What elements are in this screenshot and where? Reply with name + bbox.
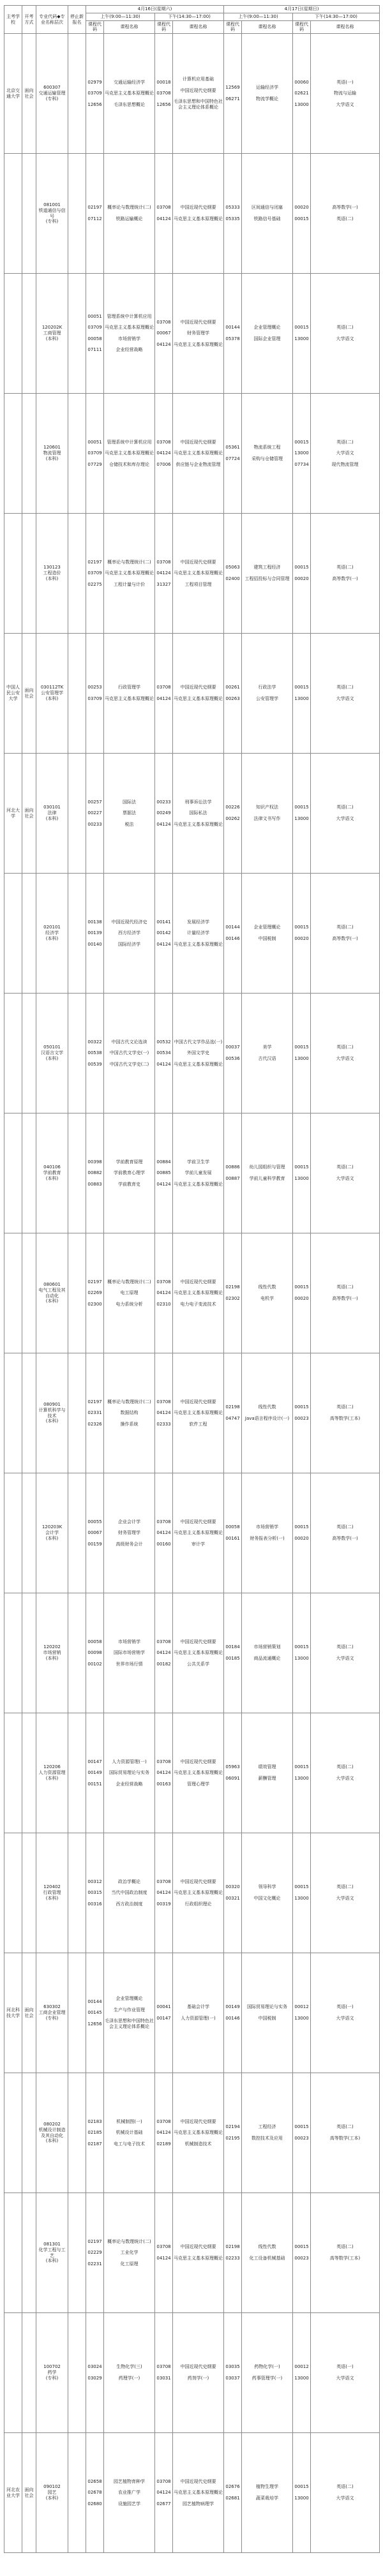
cell-am1n: 人力资源管理(一) 国际贸易理论与实务 企业经营战略 bbox=[104, 1713, 155, 1833]
cell-am1n: 市场营销学 国际市场营销学 世界市场行情 bbox=[104, 1593, 155, 1713]
cell-enroll bbox=[68, 1473, 86, 1593]
exam-schedule-table bbox=[4, 5, 380, 2553]
cell-school bbox=[4, 874, 22, 994]
cell-school bbox=[4, 1593, 22, 1713]
table-row bbox=[4, 514, 380, 634]
cell-major: 100702 药学 (专科) bbox=[36, 2313, 68, 2433]
cell-mode: 面向社会 bbox=[22, 634, 36, 754]
cell-major: 020101 经济学 (本科) bbox=[36, 874, 68, 994]
header-school: 主考学校 bbox=[4, 6, 22, 34]
cell-enroll bbox=[68, 2313, 86, 2433]
cell-am1n: 概率论与数理统计(二) 铁路运输概论 bbox=[104, 154, 155, 274]
cell-pm1n: 中国近现代史纲要 马克思主义基本原理概论 软件工程 bbox=[173, 1353, 224, 1473]
cell-pm2n: 英语(二) 高等数学(一) bbox=[311, 1233, 380, 1353]
cell-am2c: 02198 02233 bbox=[224, 2193, 242, 2313]
cell-am2n: 美学 古代汉语 bbox=[242, 994, 293, 1113]
header-name: 课程名称 bbox=[104, 20, 155, 34]
table-row bbox=[4, 394, 380, 514]
cell-pm2c: 00020 00015 bbox=[293, 154, 311, 274]
table-row bbox=[4, 34, 380, 154]
cell-pm1n: 计算机应用基础 中国近现代史纲要 毛泽东思想和中国特色社会主义理论体系概论 bbox=[173, 34, 224, 154]
cell-mode bbox=[22, 1713, 36, 1833]
cell-school: 河北农业大学 bbox=[4, 2433, 22, 2553]
cell-mode bbox=[22, 1593, 36, 1713]
cell-pm1c: 00041 00147 bbox=[155, 1953, 173, 2073]
header-mode: 开考方式 bbox=[22, 6, 36, 34]
header-code: 课程代码 bbox=[86, 20, 104, 34]
header-day1: 4月16日(星期六) bbox=[86, 6, 224, 13]
cell-mode bbox=[22, 514, 36, 634]
cell-am2c: 02198 02302 bbox=[224, 1233, 242, 1353]
cell-pm2c: 00015 13000 bbox=[293, 994, 311, 1113]
cell-enroll bbox=[68, 1833, 86, 1953]
cell-enroll bbox=[68, 2433, 86, 2553]
header-code: 课程代码 bbox=[293, 20, 311, 34]
table-row bbox=[4, 1833, 380, 1953]
cell-school bbox=[4, 1473, 22, 1593]
cell-am2n: 线性代数 Java语言程序设计(一) bbox=[242, 1353, 293, 1473]
cell-am1n: 中国古代文论选读 中国古代文学史(一) 中国古代文学史(二) bbox=[104, 994, 155, 1113]
cell-school: 中国人民公安大学 bbox=[4, 634, 22, 754]
cell-am1n: 企业管理概论 生产与作业管理 毛泽东思想和中国特色社会主义理论体系概论 bbox=[104, 1953, 155, 2073]
cell-enroll bbox=[68, 394, 86, 514]
cell-am1c: 02197 02269 02300 bbox=[86, 1233, 104, 1353]
cell-pm2n: 英语(二) 高等数学(工本) bbox=[311, 2193, 380, 2313]
cell-pm2c: 00015 00020 bbox=[293, 514, 311, 634]
cell-am1c: 00322 00538 00539 bbox=[86, 994, 104, 1113]
cell-enroll bbox=[68, 1233, 86, 1353]
cell-pm1n: 中国近现代史纲要 马克思主义基本原理概论 供应链与企业物流管理 bbox=[173, 394, 224, 514]
cell-am2c: 00058 00161 bbox=[224, 1473, 242, 1593]
cell-am2c: 00226 00262 bbox=[224, 754, 242, 874]
cell-am1c: 00055 00067 00159 bbox=[86, 1473, 104, 1593]
cell-pm1n: 中国近现代史纲要 马克思主义基本原理概论 管理心理学 bbox=[173, 1713, 224, 1833]
cell-enroll bbox=[68, 634, 86, 754]
cell-am1c: 03024 03029 bbox=[86, 2313, 104, 2433]
cell-school: 河北科技大学 bbox=[4, 1953, 22, 2073]
cell-pm2c: 00015 00023 bbox=[293, 2193, 311, 2313]
cell-am1c: 02197 02229 02231 bbox=[86, 2193, 104, 2313]
cell-am1n: 概率论与数理统计(二) 电工原理 电力系统分析 bbox=[104, 1233, 155, 1353]
cell-major: 120202 市场营销 (本科) bbox=[36, 1593, 68, 1713]
cell-mode bbox=[22, 1113, 36, 1233]
cell-pm1n: 中国近现代史纲要 财务管理学 马克思主义基本原理概论 bbox=[173, 274, 224, 394]
cell-pm2c: 00015 00020 bbox=[293, 874, 311, 994]
cell-pm2c: 00015 13000 bbox=[293, 1713, 311, 1833]
cell-major: 050101 汉语言文学 (本科) bbox=[36, 994, 68, 1113]
cell-school bbox=[4, 2073, 22, 2193]
table-row bbox=[4, 634, 380, 754]
cell-pm2c: 00015 13000 bbox=[293, 634, 311, 754]
table-row bbox=[4, 1473, 380, 1593]
cell-pm1c: 00141 00142 04124 bbox=[155, 874, 173, 994]
cell-am1c: 00257 00227 00233 bbox=[86, 754, 104, 874]
cell-major: 130123 工程造价 (本科) bbox=[36, 514, 68, 634]
table-row bbox=[4, 874, 380, 994]
cell-mode bbox=[22, 2193, 36, 2313]
table-row bbox=[4, 1713, 380, 1833]
cell-major: 090102 园艺 (本科) bbox=[36, 2433, 68, 2553]
header-enroll: 停止新报名 bbox=[68, 6, 86, 34]
cell-pm2n: 英语(二) 大学语文 bbox=[311, 1113, 380, 1233]
cell-am1n: 中国近现代经济史 西方经济学 国际经济学 bbox=[104, 874, 155, 994]
cell-mode: 面向社会 bbox=[22, 754, 36, 874]
cell-pm2c: 00015 13000 bbox=[293, 1113, 311, 1233]
cell-pm1c: 00884 00885 04124 bbox=[155, 1113, 173, 1233]
header-name: 课程名称 bbox=[173, 20, 224, 34]
cell-school bbox=[4, 994, 22, 1113]
cell-am1n: 概率论与数理统计(二) 数据结构 操作系统 bbox=[104, 1353, 155, 1473]
cell-am1c: 00312 00315 00316 bbox=[86, 1833, 104, 1953]
cell-pm2c: 00015 13000 07734 bbox=[293, 394, 311, 514]
cell-am1n: 管理系统中计算机应用 马克思主义基本原理概论 仓储技术和库存理论 bbox=[104, 394, 155, 514]
cell-pm2n: 英语(一) 大学语文 bbox=[311, 1953, 380, 2073]
cell-enroll bbox=[68, 274, 86, 394]
cell-pm2c: 00015 00020 bbox=[293, 1233, 311, 1353]
cell-am1n: 概率论与数理统计(二) 工业化学 化工原理 bbox=[104, 2193, 155, 2313]
cell-am2c: 00261 00263 bbox=[224, 634, 242, 754]
cell-am2c: 00886 00887 bbox=[224, 1113, 242, 1233]
cell-enroll bbox=[68, 34, 86, 154]
cell-pm2c: 00015 13000 bbox=[293, 754, 311, 874]
cell-am1n: 行政管理学 马克思主义基本原理概论 bbox=[104, 634, 155, 754]
cell-am2n: 幼儿园组织与管理 学前儿童科学教育 bbox=[242, 1113, 293, 1233]
cell-am2c: 00144 00146 bbox=[224, 874, 242, 994]
cell-mode bbox=[22, 394, 36, 514]
cell-pm1c: 03708 04124 00182 bbox=[155, 1593, 173, 1713]
cell-enroll bbox=[68, 994, 86, 1113]
cell-am2c: 02194 02195 bbox=[224, 2073, 242, 2193]
cell-enroll bbox=[68, 1713, 86, 1833]
cell-pm1n: 中国近现代史纲要 马克思主义基本原理概论 公共关系学 bbox=[173, 1593, 224, 1713]
cell-enroll bbox=[68, 754, 86, 874]
cell-enroll bbox=[68, 1953, 86, 2073]
cell-mode: 面向社会 bbox=[22, 34, 36, 154]
cell-major: 080202 机械设计制造及其自动化 (本科) bbox=[36, 2073, 68, 2193]
cell-pm2n: 英语(一) 物流与运输 大学语文 bbox=[311, 34, 380, 154]
cell-pm2c: 00015 13000 bbox=[293, 274, 311, 394]
cell-am2c: 03035 03037 bbox=[224, 2313, 242, 2433]
cell-school bbox=[4, 274, 22, 394]
cell-pm1n: 中国近现代史纲要 药剂学(一) bbox=[173, 2313, 224, 2433]
cell-major: 030112TK 公安管理学 (本科) bbox=[36, 634, 68, 754]
table-row bbox=[4, 754, 380, 874]
cell-pm1c: 03708 04124 02310 bbox=[155, 1233, 173, 1353]
cell-school bbox=[4, 1833, 22, 1953]
cell-pm2c: 00015 00023 bbox=[293, 2073, 311, 2193]
cell-am2n: 绩效管理 薪酬管理 bbox=[242, 1713, 293, 1833]
cell-pm2n: 英语(二) 高等数学(一) bbox=[311, 514, 380, 634]
cell-am2n: 知识产权法 法律文书写作 bbox=[242, 754, 293, 874]
cell-am2n: 植物生理学 蔬菜栽培学 bbox=[242, 2433, 293, 2553]
cell-pm2n: 英语(二) 大学语文 bbox=[311, 1593, 380, 1713]
cell-am2n: 领导科学 中国文化概论 bbox=[242, 1833, 293, 1953]
header-slot-pm1: 下午(14:30—17:00) bbox=[155, 13, 224, 20]
cell-pm1n: 刑事诉讼法学 国际私法 马克思主义基本原理概论 bbox=[173, 754, 224, 874]
cell-school bbox=[4, 514, 22, 634]
cell-enroll bbox=[68, 1113, 86, 1233]
cell-pm1c: 03708 04124 00163 bbox=[155, 1713, 173, 1833]
cell-school bbox=[4, 2313, 22, 2433]
cell-mode bbox=[22, 1353, 36, 1473]
header-name: 课程名称 bbox=[311, 20, 380, 34]
cell-pm2n: 英语(二) 大学语文 bbox=[311, 1713, 380, 1833]
cell-major: 030101 法律 (本科) bbox=[36, 754, 68, 874]
cell-school: 河北大学 bbox=[4, 754, 22, 874]
cell-pm1c: 03708 04124 00160 bbox=[155, 1473, 173, 1593]
cell-enroll bbox=[68, 154, 86, 274]
table-row bbox=[4, 274, 380, 394]
cell-mode bbox=[22, 994, 36, 1113]
cell-pm1n: 中国近现代史纲要 马克思主义基本原理概论 电力电子变流技术 bbox=[173, 1233, 224, 1353]
cell-pm1c: 03708 04124 bbox=[155, 634, 173, 754]
cell-am2c: 05063 02400 bbox=[224, 514, 242, 634]
cell-mode bbox=[22, 154, 36, 274]
table-row bbox=[4, 1953, 380, 2073]
cell-pm1n: 中国近现代史纲要 马克思主义基本原理概论 审计学 bbox=[173, 1473, 224, 1593]
cell-major: 080901 计算机科学与技术 (本科) bbox=[36, 1353, 68, 1473]
cell-pm1c: 03708 04124 02677 bbox=[155, 2433, 173, 2553]
cell-am1c: 02979 03709 12656 bbox=[86, 34, 104, 154]
cell-am1c: 00138 00139 00140 bbox=[86, 874, 104, 994]
header-slot-am2: 上午(9:00—11:30) bbox=[224, 13, 293, 20]
cell-major: 120206 人力资源管理 (本科) bbox=[36, 1713, 68, 1833]
cell-major: 120202K 工商管理 (本科) bbox=[36, 274, 68, 394]
cell-major: 120601 物流管理 (本科) bbox=[36, 394, 68, 514]
cell-am1c: 00051 03709 07729 bbox=[86, 394, 104, 514]
cell-pm1n: 中国古代文学作品选(一) 外国文学史 马克思主义基本原理概论 bbox=[173, 994, 224, 1113]
cell-pm2n: 英语(二) 大学语文 bbox=[311, 274, 380, 394]
cell-enroll bbox=[68, 514, 86, 634]
cell-pm1c: 03708 03031 bbox=[155, 2313, 173, 2433]
cell-am2c: 00320 00321 bbox=[224, 1833, 242, 1953]
cell-pm2c: 00012 13000 bbox=[293, 1953, 311, 2073]
cell-am1c: 00398 00882 00883 bbox=[86, 1113, 104, 1233]
cell-mode bbox=[22, 1233, 36, 1353]
cell-enroll bbox=[68, 2193, 86, 2313]
header-slot-am1: 上午(9:00—11:30) bbox=[86, 13, 155, 20]
cell-am2n: 工程经济 数控技术及应用 bbox=[242, 2073, 293, 2193]
cell-am1n: 国际法 票据法 税法 bbox=[104, 754, 155, 874]
cell-pm1c: 03708 04124 00319 bbox=[155, 1833, 173, 1953]
cell-am2n: 运输经济学 物流学概论 bbox=[242, 34, 293, 154]
cell-am2c: 05963 06091 bbox=[224, 1713, 242, 1833]
cell-am1n: 政治学概论 当代中国政治制度 西方政治制度 bbox=[104, 1833, 155, 1953]
cell-school bbox=[4, 154, 22, 274]
cell-pm2c: 00015 00020 bbox=[293, 1473, 311, 1593]
cell-pm1c: 00018 03708 12656 bbox=[155, 34, 173, 154]
cell-pm1c: 03708 04124 02189 bbox=[155, 2073, 173, 2193]
cell-am2n: 线性代数 电机学 bbox=[242, 1233, 293, 1353]
table-row bbox=[4, 1233, 380, 1353]
cell-pm1c: 00233 00249 04124 bbox=[155, 754, 173, 874]
cell-am1c: 02197 03709 02275 bbox=[86, 514, 104, 634]
cell-pm1n: 基础会计学 人力资源管理(一) bbox=[173, 1953, 224, 2073]
cell-pm2c: 00015 13000 bbox=[293, 1833, 311, 1953]
cell-pm2n: 英语(二) 大学语文 bbox=[311, 2433, 380, 2553]
cell-mode bbox=[22, 1833, 36, 1953]
cell-pm2n: 英语(二) 高等数学(工本) bbox=[311, 1353, 380, 1473]
cell-pm2n: 英语(二) 大学语文 bbox=[311, 754, 380, 874]
cell-am1c: 00147 00149 00151 bbox=[86, 1713, 104, 1833]
cell-major: 630302 工商企业管理 (专科) bbox=[36, 1953, 68, 2073]
cell-pm2n: 英语(二) 高等数学(一) bbox=[311, 874, 380, 994]
cell-am1c: 00058 00098 00102 bbox=[86, 1593, 104, 1713]
cell-am2c: 00144 05378 bbox=[224, 274, 242, 394]
cell-pm2n: 英语(二) 高等数学(工本) bbox=[311, 2073, 380, 2193]
cell-enroll bbox=[68, 874, 86, 994]
cell-school bbox=[4, 1353, 22, 1473]
cell-am1n: 学前教育原理 学前教育心理学 学前教育史 bbox=[104, 1113, 155, 1233]
header-code: 课程代码 bbox=[224, 20, 242, 34]
cell-am1n: 生物化学(三) 药理学(一) bbox=[104, 2313, 155, 2433]
cell-am1c: 00253 03709 bbox=[86, 634, 104, 754]
cell-am2c: 00037 00536 bbox=[224, 994, 242, 1113]
cell-major: 081001 铁道通信与信号 (专科) bbox=[36, 154, 68, 274]
cell-am2n: 市场营销策划 商品流通概论 bbox=[242, 1593, 293, 1713]
cell-am1n: 概率论与数理统计(二) 马克思主义基本原理概论 工程计量与计价 bbox=[104, 514, 155, 634]
cell-major: 120402 行政管理 (本科) bbox=[36, 1833, 68, 1953]
cell-pm2n: 高等数学(一) 英语(二) bbox=[311, 154, 380, 274]
cell-major: 120203K 会计学 (本科) bbox=[36, 1473, 68, 1593]
table-row bbox=[4, 2073, 380, 2193]
cell-mode: 面向社会 bbox=[22, 1953, 36, 2073]
cell-major: 081301 化学工程与工艺 (本科) bbox=[36, 2193, 68, 2313]
table-row bbox=[4, 2193, 380, 2313]
cell-pm2c: 00015 00023 bbox=[293, 1353, 311, 1473]
cell-pm1n: 学前卫生学 学前儿童发展 马克思主义基本原理概论 bbox=[173, 1113, 224, 1233]
cell-mode bbox=[22, 1473, 36, 1593]
cell-am2n: 国际贸易理论与实务 中国税制 bbox=[242, 1953, 293, 2073]
header-name: 课程名称 bbox=[242, 20, 293, 34]
cell-pm1n: 中国近现代史纲要 马克思主义基本原理概论 机械制造技术 bbox=[173, 2073, 224, 2193]
cell-pm1c: 03708 04124 07006 bbox=[155, 394, 173, 514]
cell-am1c: 00144 00145 12656 bbox=[86, 1953, 104, 2073]
cell-school bbox=[4, 1233, 22, 1353]
header-code: 课程代码 bbox=[155, 20, 173, 34]
cell-am2c: 05333 05335 bbox=[224, 154, 242, 274]
cell-pm1c: 00532 00534 04124 bbox=[155, 994, 173, 1113]
table-row bbox=[4, 1593, 380, 1713]
cell-school bbox=[4, 1113, 22, 1233]
cell-pm2n: 英语(二) 大学语文 bbox=[311, 634, 380, 754]
schedule-body bbox=[4, 34, 380, 2553]
cell-pm1c: 03708 04124 31327 bbox=[155, 514, 173, 634]
cell-pm2c: 00015 13000 bbox=[293, 2433, 311, 2553]
cell-enroll bbox=[68, 1353, 86, 1473]
cell-am2c: 00149 00146 bbox=[224, 1953, 242, 2073]
cell-am1n: 企业会计学 财务管理学 高级财务会计 bbox=[104, 1473, 155, 1593]
cell-pm1n: 中国近现代史纲要 马克思主义基本原理概论 园艺植物病理学 bbox=[173, 2433, 224, 2553]
cell-am2n: 建筑工程经济 工程招投标与合同管理 bbox=[242, 514, 293, 634]
table-row bbox=[4, 2313, 380, 2433]
table-row bbox=[4, 1353, 380, 1473]
table-row bbox=[4, 994, 380, 1113]
cell-pm1n: 中国近现代史纲要 马克思主义基本原理概论 行政组织理论 bbox=[173, 1833, 224, 1953]
cell-pm2c: 00012 13000 bbox=[293, 2313, 311, 2433]
cell-mode bbox=[22, 874, 36, 994]
cell-pm1n: 中国近现代史纲要 马克思主义基本原理概论 bbox=[173, 2193, 224, 2313]
cell-am2n: 线性代数 化工设备机械基础 bbox=[242, 2193, 293, 2313]
cell-mode bbox=[22, 2073, 36, 2193]
cell-major: 600307 交通运输管理 (专科) bbox=[36, 34, 68, 154]
cell-enroll bbox=[68, 2073, 86, 2193]
cell-school bbox=[4, 1713, 22, 1833]
cell-am1n: 交通运输经济学 马克思主义基本原理概论 毛泽东思想概论 bbox=[104, 34, 155, 154]
cell-am1c: 02658 02678 02680 bbox=[86, 2433, 104, 2553]
cell-am2n: 区间通信与闭塞 铁路信号基础 bbox=[242, 154, 293, 274]
cell-am2n: 市场营销学 财务报表分析(一) bbox=[242, 1473, 293, 1593]
cell-am2n: 行政法学 公安管理学 bbox=[242, 634, 293, 754]
cell-enroll bbox=[68, 1593, 86, 1713]
table-row bbox=[4, 2433, 380, 2553]
cell-pm1n: 中国近现代史纲要 马克思主义基本原理概论 工程项目管理 bbox=[173, 514, 224, 634]
cell-am1c: 02197 07112 bbox=[86, 154, 104, 274]
cell-pm1n: 中国近现代史纲要 马克思主义基本原理概论 bbox=[173, 634, 224, 754]
cell-pm2c: 00015 13000 bbox=[293, 1593, 311, 1713]
cell-mode bbox=[22, 274, 36, 394]
cell-am2n: 企业管理概论 国际企业管理 bbox=[242, 274, 293, 394]
cell-am1c: 00051 03709 00058 07111 bbox=[86, 274, 104, 394]
cell-pm1n: 中国近现代史纲要 马克思主义基本原理概论 bbox=[173, 154, 224, 274]
cell-am2n: 物流系统工程 采购与仓储管理 bbox=[242, 394, 293, 514]
cell-am2c: 02676 02681 bbox=[224, 2433, 242, 2553]
cell-major: 040106 学前教育 (本科) bbox=[36, 1113, 68, 1233]
cell-pm1c: 03708 04124 bbox=[155, 154, 173, 274]
cell-am1c: 02183 02185 02187 bbox=[86, 2073, 104, 2193]
header-slot-pm2: 下午(14:30—17:00) bbox=[293, 13, 380, 20]
header-day2: 4月17日(星期日) bbox=[224, 6, 380, 13]
cell-am2n: 药物化学(一) 药事管理学(一) bbox=[242, 2313, 293, 2433]
cell-am2c: 05361 07724 bbox=[224, 394, 242, 514]
cell-pm1c: 03708 04124 02333 bbox=[155, 1353, 173, 1473]
cell-pm2n: 英语(一) 大学语文 bbox=[311, 2313, 380, 2433]
table-row bbox=[4, 154, 380, 274]
cell-major: 080601 电气工程及其自动化 (本科) bbox=[36, 1233, 68, 1353]
table-row bbox=[4, 1113, 380, 1233]
cell-pm2n: 英语(二) 大学语文 现代物流管理 bbox=[311, 394, 380, 514]
cell-am2c: 00184 00185 bbox=[224, 1593, 242, 1713]
cell-mode: 面向社会 bbox=[22, 2433, 36, 2553]
cell-am2n: 企业管理概论 中国税制 bbox=[242, 874, 293, 994]
cell-pm1n: 发展经济学 计量经济学 马克思主义基本原理概论 bbox=[173, 874, 224, 994]
cell-am1n: 园艺植物育种学 农业推广学 设施园艺学 bbox=[104, 2433, 155, 2553]
cell-am2c: 12569 06271 bbox=[224, 34, 242, 154]
cell-pm1c: 03708 04124 bbox=[155, 2193, 173, 2313]
cell-am1c: 02197 02331 02326 bbox=[86, 1353, 104, 1473]
cell-mode bbox=[22, 2313, 36, 2433]
cell-pm2n: 英语(二) 高等数学(一) bbox=[311, 1473, 380, 1593]
cell-pm2n: 英语(二) 大学语文 bbox=[311, 1833, 380, 1953]
header-row-1 bbox=[4, 6, 380, 13]
cell-am1n: 管理系统中计算机应用 马克思主义基本原理概论 市场营销学 企业经营战略 bbox=[104, 274, 155, 394]
cell-am2c: 02198 04747 bbox=[224, 1353, 242, 1473]
cell-school: 北京交通大学 bbox=[4, 34, 22, 154]
cell-pm2n: 英语(二) 大学语文 bbox=[311, 994, 380, 1113]
cell-school bbox=[4, 2193, 22, 2313]
cell-pm1c: 03708 00067 04124 bbox=[155, 274, 173, 394]
cell-am1n: 机械制图(一) 机械设计基础 电工与电子技术 bbox=[104, 2073, 155, 2193]
header-major: 专业代码◆专业名称层次 bbox=[36, 6, 68, 34]
cell-pm2c: 00060 02621 13000 bbox=[293, 34, 311, 154]
cell-school bbox=[4, 394, 22, 514]
